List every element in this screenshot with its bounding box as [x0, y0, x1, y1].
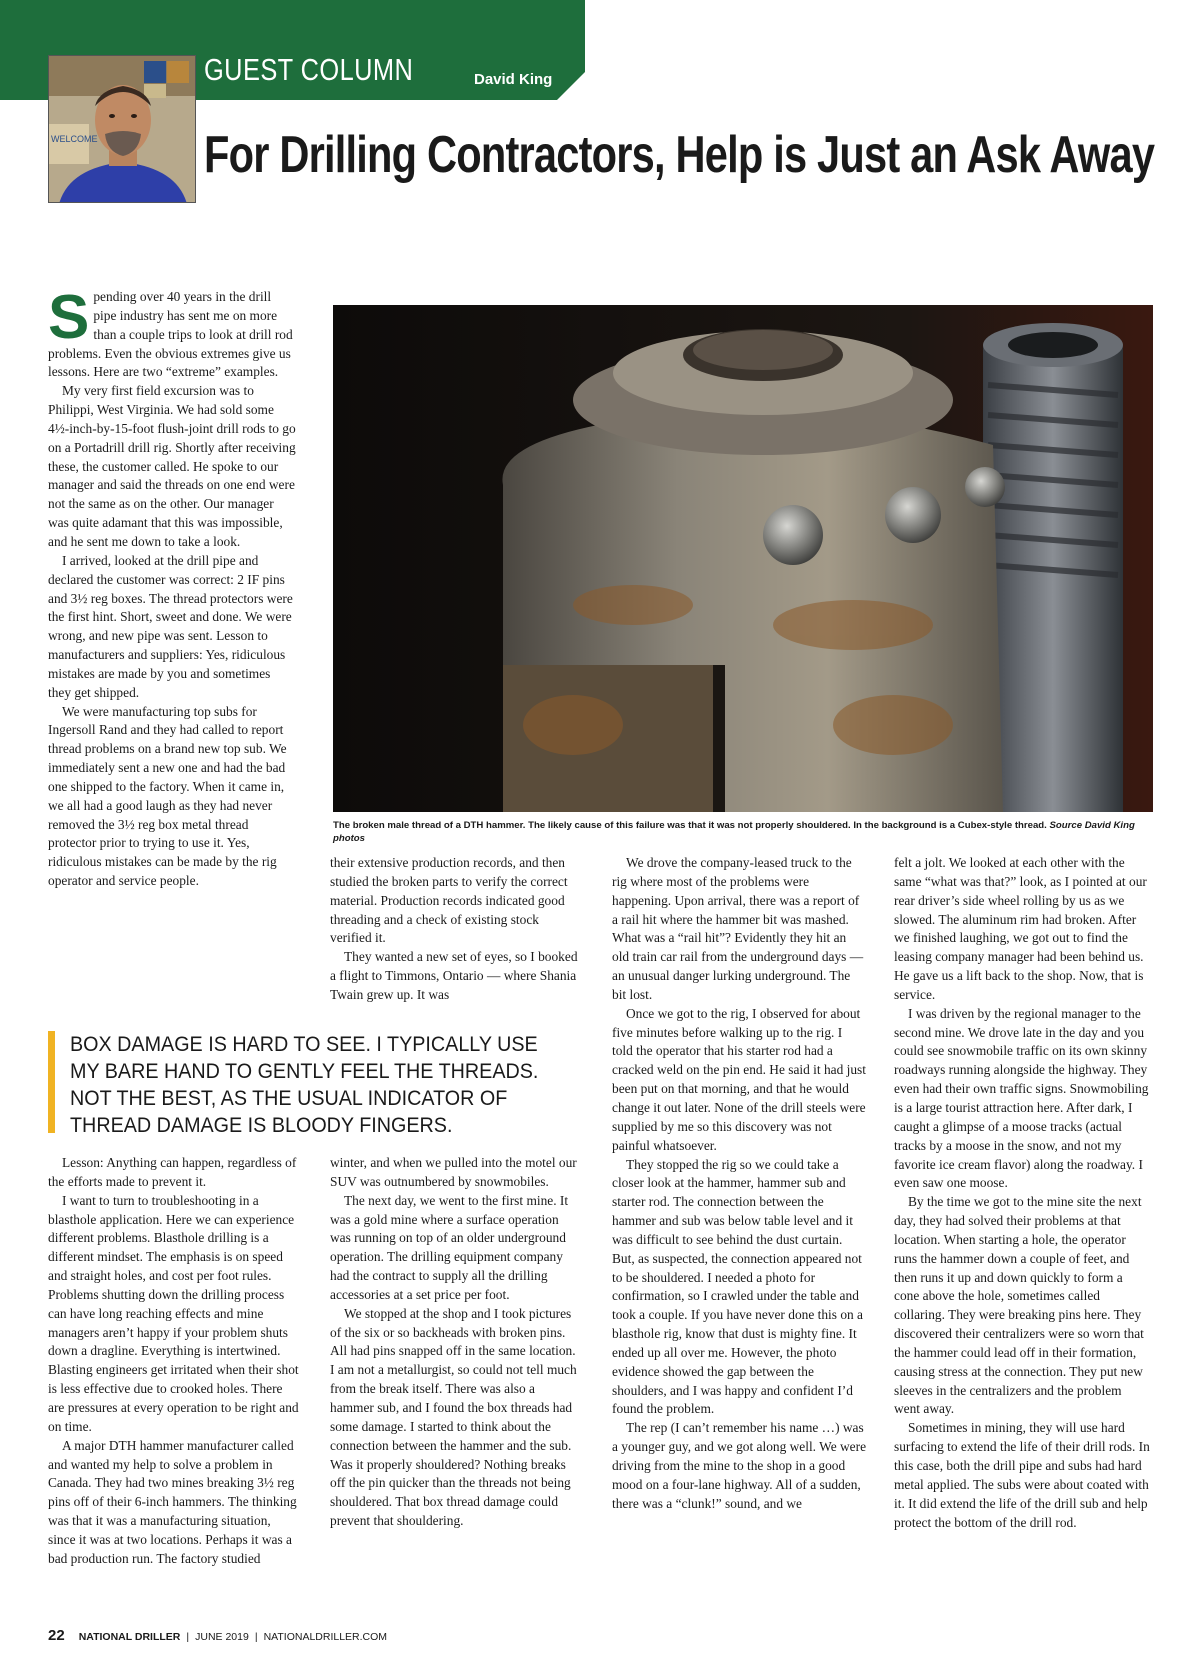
paragraph: We drove the company-leased truck to the rig where most of the problems were happening. Upon arrival, there was a report of a rail hit where the hammer bit was mashed. What was a “rail hit”? Evidently they hit an old train car rail from the underground days — an unusual danger lurking underground. The bit lost. — [612, 855, 864, 1002]
article-column-2-top — [330, 854, 582, 1005]
article-column-3 — [612, 854, 866, 1514]
article-headline: For Drilling Contractors, Help is Just an Ask Away — [204, 126, 1155, 184]
paragraph: We stopped at the shop and I took pictures of the six or so backheads with broken pins. All had pins snapped off in the same location. I am not a metallurgist, so could not tell much from the break itself. There was also a hammer sub, and I found the box threads had some damage. I started to think about the connection between the hammer and the sub. Was it properly shouldered? Nothing breaks off the pin quicker than the threads not being shouldered. That box thread damage could prevent that shouldering. — [330, 1305, 577, 1529]
paragraph: My very first field excursion was to Philippi, West Virginia. We had sold some 4½-inch-by-15-foot flush-joint drill rods to go on a Portadrill drill rig. Shortly after receiving these, the customer called. He spoke to our manager and said the threads on one end were not the same as on the other. Our manager was quite adamant that this was impossible, and he sent me down to take a look. — [48, 383, 296, 549]
author-headshot — [48, 55, 196, 203]
website-link[interactable]: NATIONALDRILLER.COM — [263, 1631, 388, 1643]
article-column-4 — [894, 854, 1150, 1532]
paragraph: Lesson: Anything can happen, regardless of the efforts made to prevent it. — [48, 1155, 297, 1189]
paragraph: Sometimes in mining, they will use hard surfacing to extend the life of their drill rods. In this case, both the drill pipe and subs had hard metal applied. The subs were about coated with it. It did extend the life of the drill sub and help protect the bottom of the drill rod. — [894, 1420, 1150, 1530]
issue-date: JUNE 2019 — [195, 1631, 249, 1643]
section-label: GUEST COLUMN — [204, 52, 414, 87]
hammer-thread-photo — [333, 305, 1153, 812]
paragraph: The rep (I can’t remember his name …) was a younger guy, and we got along well. We were driving from the mine to the shop in a good mood on a four-lane highway. All of a sudden, there was a “clunk!” sound, and we — [612, 1420, 867, 1511]
intro-paragraph: Spending over 40 years in the drill pipe industry has sent me on more than a couple trips to look at drill rod problems. Even the obvious extremes give us lessons. Here are two “extreme” examples. — [48, 283, 293, 380]
paragraph: I want to turn to troubleshooting in a blasthole application. Here we can experience different problems. Blasthole drilling is a different mindset. The emphasis is on speed and straight holes, and cost per foot rules. Problems shutting down the drilling process can have long reaching effects and mine managers aren’t happy if your problem shuts down a dragline. Everything is intertwined. Blasting engineers get irritated when their shot is less effective due to crooked holes. There are pressures at every operation to be right and on time. — [48, 1192, 299, 1434]
page-number: 22 — [48, 1627, 65, 1644]
paragraph: The next day, we went to the first mine. It was a gold mine where a surface operation was running on top of an older underground operation. The drilling equipment company had the contract to supply all the drilling accessories at a set price per foot. — [330, 1192, 569, 1302]
paragraph: winter, and when we pulled into the motel our SUV was outnumbered by snowmobiles. — [330, 1155, 577, 1189]
pullquote: BOX DAMAGE IS HARD TO SEE. I TYPICALLY USE MY BARE HAND TO GENTLY FEEL THE THREADS. NOT THE BEST, AS THE USUAL INDICATOR OF THREAD DAMAGE IS BLOODY FINGERS. — [70, 1033, 539, 1137]
paragraph: They stopped the rig so we could take a closer look at the hammer, hammer sub and starter rod. The connection between the hammer and sub was below table level and it was difficult to see behind the dust curtain. But, as suspected, the connection appeared not to be shouldered. I needed a photo for confirmation, so I crawled under the table and took a couple. If you have never done this on a blasthole rig, know that dust is mighty fine. It ended up all over me. However, the photo evidence showed the gap between the shoulders, and I was happy and confident I’d found the problem. — [612, 1156, 863, 1417]
paragraph: A major DTH hammer manufacturer called and wanted my help to solve a problem in Canada. They had two mines breaking 3½ reg pins off of their 6-inch hammers. The thinking was that it was a manufacturing situation, since it was at two locations. Perhaps it was a bad production run. The factory studied — [48, 1437, 297, 1566]
photo-credit: Source David King photos — [333, 820, 1135, 844]
publication-name: NATIONAL DRILLER — [78, 1631, 181, 1643]
author-name: David King — [474, 71, 553, 88]
drop-cap: S — [48, 283, 90, 352]
article-column-1-bottom — [48, 1154, 300, 1569]
paragraph: I arrived, looked at the drill pipe and declared the customer was correct: 2 IF pins and 3½ reg boxes. The thread protectors were the first hint. Short, sweet and done. We were wrong, and new pipe was sent. Lesson to manufacturers and suppliers: Yes, ridiculous mistakes are made by you and sometimes they get shipped. — [48, 552, 293, 700]
paragraph: We were manufacturing top subs for Ingersoll Rand and they had called to report thread problems on a brand new top sub. We immediately sent a new one and had the bad one shipped to the factory. When it came in, we all had a good laugh as they had never removed the 3½ reg box metal thread protector prior to trying to use it. Yes, ridiculous mistakes can be made by the rig operator and service people. — [48, 703, 287, 889]
paragraph: By the time we got to the mine site the next day, they had solved their problems at that location. When starting a hole, the operator runs the hammer down a couple of feet, and then runs it up and down quickly to form a cone above the hole, sometimes called collaring. They were breaking pins here. They discovered their centralizers were so worn that the hammer could lead off in their formation, causing stress at the connection. They put new sleeves in the centralizers and the problem went away. — [894, 1194, 1144, 1417]
pullquote-accent-bar — [48, 1031, 55, 1133]
photo-caption: The broken male thread of a DTH hammer. The likely cause of this failure was that it was not properly shouldered. In the background is a Cubex-style thread. Source David King photos — [333, 820, 1135, 844]
svg-text:WELCOME: WELCOME — [51, 134, 98, 144]
article-column-1-top — [48, 283, 296, 891]
paragraph: Once we got to the rig, I observed for about five minutes before walking up to the rig. I told the operator that his starter rod had a cracked weld on the pin end. He said it had just been put on that morning, and that he would change it out later. None of the drill steels were supplied by me so this discovery was not painful whatsoever. — [612, 1005, 866, 1153]
paragraph: They wanted a new set of eyes, so I booked a flight to Timmons, Ontario — where Shania Twain grew up. It was — [330, 949, 578, 1002]
page-footer: 22 NATIONAL DRILLER | JUNE 2019 | NATIONALDRILLER.COM — [48, 1627, 388, 1644]
article-column-2-bottom — [330, 1154, 582, 1531]
paragraph: felt a jolt. We looked at each other with the same “what was that?” look, as I pointed at our rear driver’s side wheel rolling by us as we slowed. The aluminum rim had broken. After we finished laughing, we got out to find the leasing company manager had been behind us. He gave us a lift back to the shop. Now, that is service. — [894, 855, 1147, 1002]
paragraph: their extensive production records, and then studied the broken parts to verify the correct material. Production records indicated good threading and a check of existing stock verified it. — [330, 855, 568, 946]
paragraph: I was driven by the regional manager to the second mine. We drove late in the day and you could see snowmobile traffic on its own skinny roadways running alongside the highway. They even had their own traffic signs. Snowmobiling is a large tourist attraction here. After dark, I caught a glimpse of a moose tracks (actual tracks by a moose in the snow, and not my favorite ice cream flavor) along the roadway. I even saw one moose. — [894, 1005, 1149, 1191]
